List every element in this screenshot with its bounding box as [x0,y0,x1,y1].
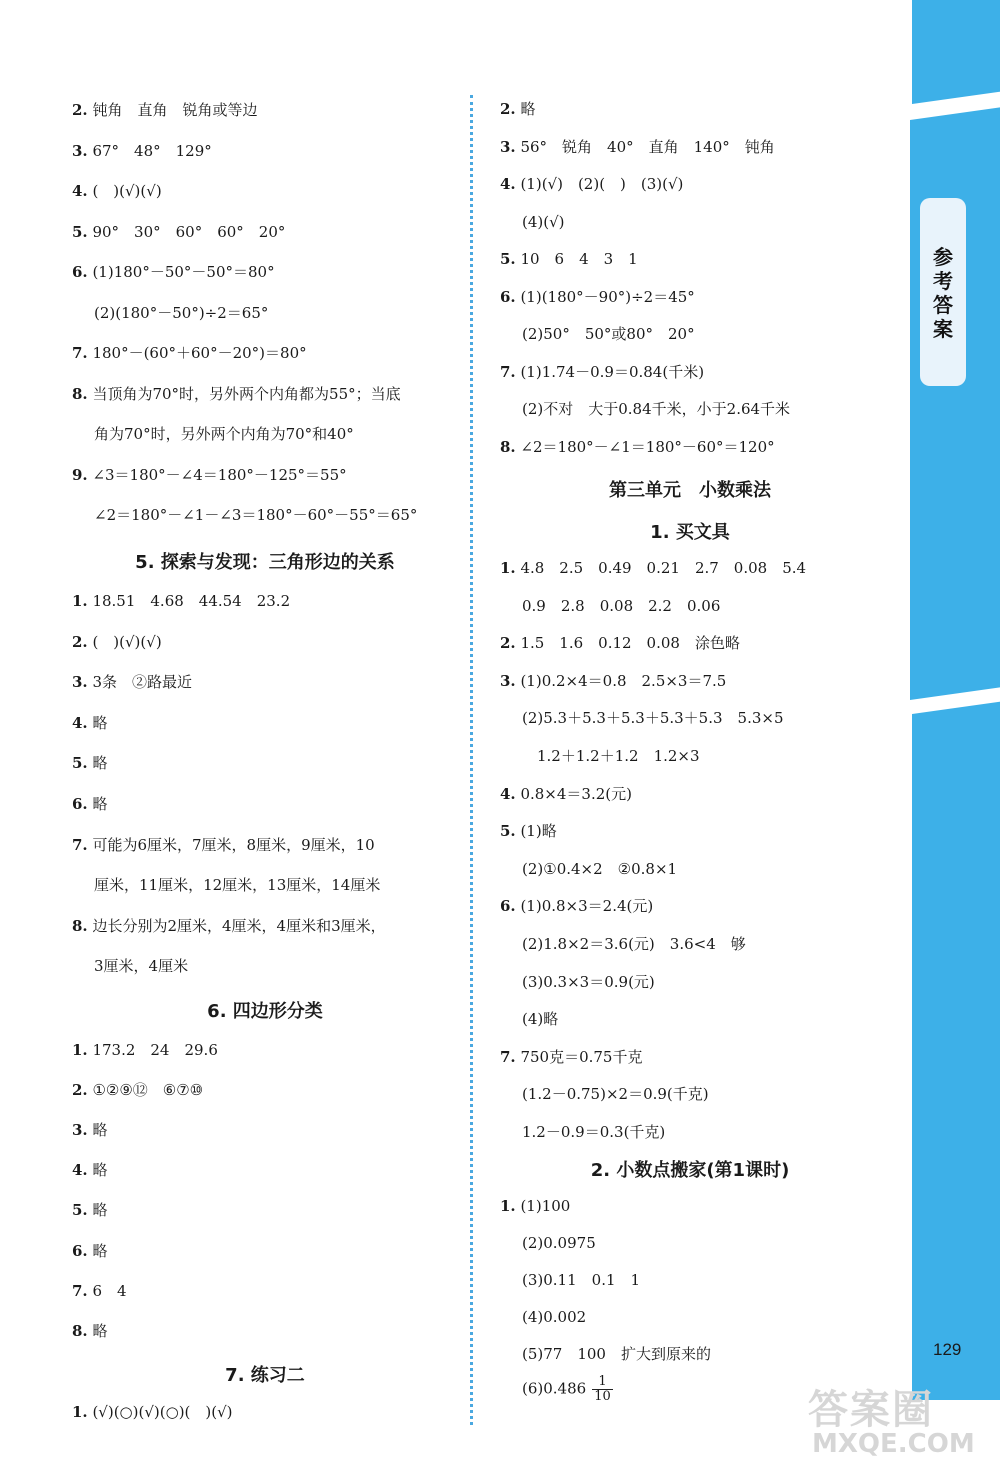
right-line [500,287,695,307]
item-number: 6. [500,287,516,306]
section-title-7: 7. 练习二 [225,1365,305,1386]
item-number: 1. [72,592,88,610]
page-number: 129 [933,1340,962,1359]
fraction [592,1375,613,1404]
item-text: (1)100 [515,1197,571,1215]
item-text: 10 6 4 3 1 [515,250,638,268]
item-number: 4. [500,175,516,193]
item-number: 5. [500,250,516,268]
item-number: 5. [72,222,88,241]
item-text: 4.8 2.5 0.49 0.21 2.7 0.08 5.4 [515,559,807,577]
left6-line [72,1321,107,1341]
left-line [72,222,285,242]
item-text: 6 4 [87,1281,127,1300]
item-number: 9. [72,465,88,484]
item-number: 5. [500,822,516,841]
right1-line [500,671,726,691]
item-number: 5. [72,754,88,773]
right1-line [500,821,557,841]
left5-line [94,875,380,895]
left5-line [72,916,386,936]
item-text: ∠3＝180°－∠4＝180°－125°＝55° [87,465,347,484]
item-text: (4)0.002 [522,1308,587,1326]
right-line [522,399,790,419]
right1-line [522,746,700,766]
left-line [72,384,401,404]
item-number: 6. [500,897,516,916]
item-text: (1)0.2×4＝0.8 2.5×3＝7.5 [515,671,727,690]
section-title-r2: 2. 小数点搬家(第1课时) [590,1160,790,1181]
item-text: (1)(√) (2)( ) (3)(√) [515,175,684,193]
watermark-top: 答案圈 [808,1387,934,1433]
item-text: (2)(180°－50°)÷2＝65° [94,303,269,322]
item-text: (2)5.3＋5.3＋5.3＋5.3＋5.3 5.3×5 [522,709,784,728]
item-number: 7. [72,1281,88,1300]
column-divider [470,95,473,1425]
left6-line [72,1080,203,1100]
section-title-5: 5. 探索与发现：三角形边的关系 [135,552,395,573]
left-line [94,505,417,525]
right1-line [522,1084,709,1104]
item-number: 1. [500,559,516,577]
item-text: 略 [87,1201,108,1220]
item-text: (5)77 100 扩大到原来的 [522,1345,711,1363]
item-text: 略 [87,754,108,773]
right-line [500,437,775,457]
left6-line [72,1160,107,1180]
item-text: 56° 锐角 40° 直角 140° 钝角 [515,137,775,156]
item-number: 2. [500,100,516,118]
right-line [500,174,683,194]
item-text: (6)0.486 [522,1379,587,1398]
right-line [500,99,535,119]
item-text: 当顶角为70°时，另外两个内角都为55°；当底 [87,384,401,403]
item-number: 4. [72,713,88,732]
item-text: 3条 ②路最近 [87,673,192,692]
item-number: 8. [500,437,516,456]
right-line [500,362,704,382]
right2-line [522,1344,711,1364]
left5-line [72,591,290,611]
left5-line [72,835,375,855]
right2-line [522,1270,640,1290]
item-text: (1)(180°－90°)÷2＝45° [515,287,695,306]
item-number: 2. [72,1081,88,1100]
right2-line [522,1233,596,1253]
watermark [808,1378,975,1459]
item-number: 6. [72,795,88,813]
watermark-bottom: MXQE.COM [812,1429,975,1459]
side-band-inner [910,107,1000,700]
right-line [500,137,775,157]
item-text: 750克＝0.75千克 [515,1047,643,1066]
right-line [522,324,695,344]
item-text: 67° 48° 129° [87,141,212,160]
left-line [72,141,212,161]
item-text: (2)①0.4×2 ②0.8×1 [522,859,678,878]
item-text: (1)1.74－0.9＝0.84(千米) [515,362,705,381]
left-line [94,424,354,444]
left6-line [72,1281,127,1301]
fraction-numerator: 1 [592,1375,613,1390]
item-text: 180°－(60°＋60°－20°)＝80° [87,344,307,362]
item-number: 1. [72,1041,88,1059]
item-text: 90° 30° 60° 60° 20° [87,222,286,241]
left-line [72,343,307,363]
item-text: 钝角 直角 锐角或等边 [87,101,258,119]
left-line [72,262,275,282]
item-number: 8. [72,384,88,403]
left-line [72,100,257,120]
left5-line [72,672,192,692]
section-title-r1: 1. 买文具 [650,522,730,543]
item-text: ∠2＝180°－∠1＝180°－60°＝120° [515,437,775,456]
item-number: 4. [500,784,516,803]
left5-line [94,956,188,976]
right1-line [522,596,720,616]
left-line [94,303,268,323]
item-text: (1.2－0.75)×2＝0.9(千克) [522,1085,709,1104]
item-text: ∠2＝180°－∠1－∠3＝180°－60°－55°＝65° [94,506,418,524]
item-number: 3. [72,1121,88,1140]
right1-line [522,1009,558,1029]
item-text: (1)略 [515,822,557,841]
item-number: 2. [500,634,516,653]
item-number: 7. [72,835,88,854]
fraction-denominator: 10 [594,1389,611,1404]
item-text: 可能为6厘米，7厘米，8厘米，9厘米，10 [87,835,375,854]
item-text: 略 [87,1241,108,1260]
item-text: 18.51 4.68 44.54 23.2 [87,592,291,610]
item-number: 5. [72,1201,88,1220]
item-text: 边长分别为2厘米，4厘米，4厘米和3厘米， [87,916,386,935]
right1-line [522,859,677,879]
item-text: 3厘米，4厘米 [94,957,189,976]
item-text: (2)50° 50°或80° 20° [522,325,695,343]
item-number: 6. [72,1241,88,1260]
item-text: 1.5 1.6 0.12 0.08 涂色略 [515,634,740,653]
item-text: 0.8×4＝3.2(元) [515,784,632,803]
item-text: 略 [87,1321,108,1340]
item-text: (1)0.8×3＝2.4(元) [515,897,654,916]
item-number: 7. [500,362,516,381]
item-number: 1. [500,1197,516,1215]
item-number: 4. [72,1161,88,1180]
item-text: (2)不对 大于0.84千米，小于2.64千米 [522,400,791,418]
right1-line [522,972,655,992]
item-text: ( )(√)(√) [87,182,162,200]
item-number: 3. [500,137,516,156]
right1-line [500,633,740,653]
item-text: ( )(√)(√) [87,632,162,651]
left6-line [72,1241,107,1261]
right2-line [500,1196,570,1216]
item-number: 2. [72,632,88,651]
right1-line [500,1047,642,1067]
left5-line [72,794,107,814]
item-text: (2)0.0975 [522,1234,596,1252]
item-text: 角为70°时，另外两个内角为70°和40° [94,425,354,443]
item-text: 1.2－0.9＝0.3(千克) [522,1123,666,1141]
unit-title-3: 第三单元 小数乘法 [609,480,771,501]
item-text: (4)(√) [522,212,565,231]
item-text: ①②⑨⑫ ⑥⑦⑩ [87,1081,204,1100]
item-text: (3)0.11 0.1 1 [522,1271,641,1289]
item-text: 厘米，11厘米，12厘米，13厘米，14厘米 [94,876,381,895]
item-text: (√)(○)(√)(○)( )(√) [87,1403,233,1421]
left7-line [72,1402,233,1422]
item-text: 0.9 2.8 0.08 2.2 0.06 [522,596,721,615]
item-number: 8. [72,916,88,935]
item-number: 4. [72,182,88,200]
item-text: 1.2＋1.2＋1.2 1.2×3 [522,747,700,765]
item-number: 7. [72,344,88,362]
item-text: (1)180°－50°－50°＝80° [87,263,275,281]
right1-line [522,708,784,728]
left5-line [72,632,162,652]
item-text: (4)略 [522,1010,559,1029]
right1-line [500,558,806,578]
item-text: (3)0.3×3＝0.9(元) [522,972,655,991]
item-text: 略 [87,795,108,813]
left-line [72,181,162,201]
right-line [522,212,565,232]
item-text: 略 [87,713,108,732]
right2-line [522,1375,613,1404]
item-text: (2)1.8×2＝3.6(元) 3.6<4 够 [522,935,746,953]
item-number: 1. [72,1403,88,1421]
item-number: 6. [72,263,88,281]
item-text: 略 [515,100,536,118]
left5-line [72,713,107,733]
left-line [72,465,347,485]
item-text: 略 [87,1161,108,1180]
item-number: 2. [72,101,88,119]
section-title-6: 6. 四边形分类 [207,1001,323,1022]
item-number: 8. [72,1321,88,1340]
item-number: 3. [500,671,516,690]
item-number: 3. [72,141,88,160]
right2-line [522,1307,586,1327]
right1-line [522,934,746,954]
item-text: 略 [87,1121,108,1140]
item-number: 3. [72,673,88,692]
right-line [500,249,638,269]
left6-line [72,1120,107,1140]
left6-line [72,1200,107,1220]
item-number: 7. [500,1047,516,1066]
right1-line [500,896,653,916]
right1-line [522,1122,665,1142]
left6-line [72,1040,218,1060]
right1-line [500,784,632,804]
answer-tab-label: 参考答案 [933,245,953,341]
left5-line [72,753,107,773]
item-text: 173.2 24 29.6 [87,1041,218,1059]
